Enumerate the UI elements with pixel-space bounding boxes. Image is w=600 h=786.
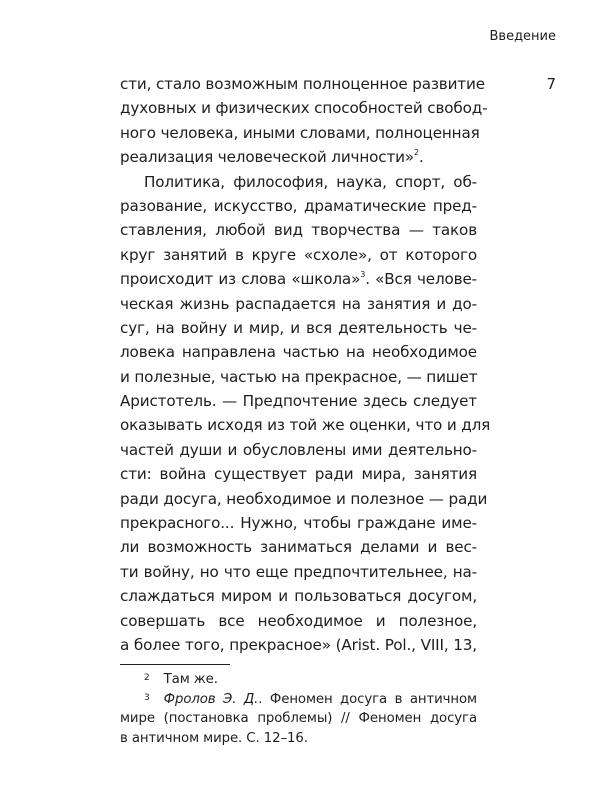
text-line-content: слаждаться миром и пользоваться досугом, — [120, 587, 477, 606]
text-line — [120, 194, 477, 218]
text-line-content: реализация человеческой личности» — [120, 148, 415, 167]
footnote-3-line: в античном мире. С. 12–16. — [120, 730, 308, 746]
text-line — [120, 462, 477, 486]
footnote-3 — [120, 688, 477, 708]
text-line — [120, 584, 477, 608]
text-line — [120, 340, 477, 364]
text-line-content: Аристотель. — Предпочтение здесь следует — [120, 392, 477, 411]
text-line-content: оказывать исходя из той же оценки, что и для — [120, 416, 491, 435]
text-line — [120, 243, 477, 267]
text-line-content: . «Вся челове- — [365, 270, 477, 289]
text-line-content: совершать все необходимое и полезное, — [120, 611, 477, 630]
text-line-content: происходит из слова «школа» — [120, 270, 361, 289]
text-line — [120, 170, 477, 194]
running-header: Введение — [489, 29, 556, 44]
text-line — [120, 389, 477, 413]
footnote-author: Фролов Э. Д. — [163, 692, 259, 708]
text-line — [120, 609, 477, 633]
footnote-text: Там же. — [163, 672, 218, 687]
text-line — [120, 511, 477, 535]
body-text — [120, 72, 491, 657]
text-line — [120, 218, 477, 242]
text-line-content: прекрасного... Нужно, чтобы граждане име- — [120, 514, 477, 533]
footnote-reference[interactable]: 3 — [360, 270, 366, 280]
text-line — [120, 535, 477, 559]
text-line-content: сти: война существует ради мира, занятия — [120, 465, 477, 484]
text-line-content: разование, искусство, драматические пред- — [120, 196, 477, 215]
text-line-content: ческая жизнь распадается на занятия и до- — [120, 294, 477, 313]
text-line — [120, 267, 477, 291]
text-line — [120, 96, 488, 120]
text-line-content: сти, стало возможным полноценное развитие — [120, 75, 485, 93]
text-line-content: . — [419, 148, 424, 167]
text-line — [120, 633, 477, 657]
footnote-mark: 2 — [144, 673, 150, 683]
text-line-content: ставления, любой вид творчества — таков — [120, 221, 477, 240]
text-line — [120, 365, 477, 389]
footnote-mark: 3 — [144, 693, 150, 704]
text-line — [120, 487, 488, 511]
text-line — [120, 72, 485, 96]
text-line-content: суг, на войну и мир, и вся деятельность че- — [120, 318, 477, 337]
footnote-divider — [120, 664, 230, 665]
text-line — [120, 316, 477, 340]
text-line-content: Политика, философия, наука, спорт, об- — [144, 172, 477, 191]
text-line — [120, 121, 480, 145]
footnote-3-line: мире (постановка проблемы) // Феномен досуга — [120, 710, 477, 726]
text-line-content: ли возможность заниматься делами и вес- — [120, 538, 477, 557]
text-line-content: частей души и обусловлены ими деятельно- — [120, 440, 477, 459]
text-line — [120, 292, 477, 316]
text-line-content: а более того, прекрасное» (Arist. Pol., VIII, 13, — [120, 635, 477, 654]
footnote-reference[interactable]: 2 — [414, 148, 419, 158]
footnotes — [120, 668, 477, 749]
text-line — [120, 145, 477, 169]
text-line — [120, 560, 477, 584]
text-line-content: и полезные, частью на прекрасное, — пишет — [120, 367, 478, 386]
text-line-content: ного человека, иными словами, полноценная — [120, 123, 480, 142]
text-line — [120, 438, 477, 462]
footnote-text: . Феномен досуга в античном — [258, 692, 477, 708]
text-line-content: ти войну, но что еще предпочтительнее, на- — [120, 562, 477, 581]
text-line-content: ради досуга, необходимое и полезное — ради — [120, 489, 488, 508]
text-line-content: круг занятий в круге «схоле», от которого — [120, 245, 477, 264]
text-line — [120, 413, 491, 437]
text-line-content: ловека направлена частью на необходимое — [120, 343, 477, 362]
text-line-content: духовных и физических способностей свобод- — [120, 99, 488, 118]
page-number: 7 — [546, 75, 556, 93]
footnote-2 — [120, 668, 477, 688]
